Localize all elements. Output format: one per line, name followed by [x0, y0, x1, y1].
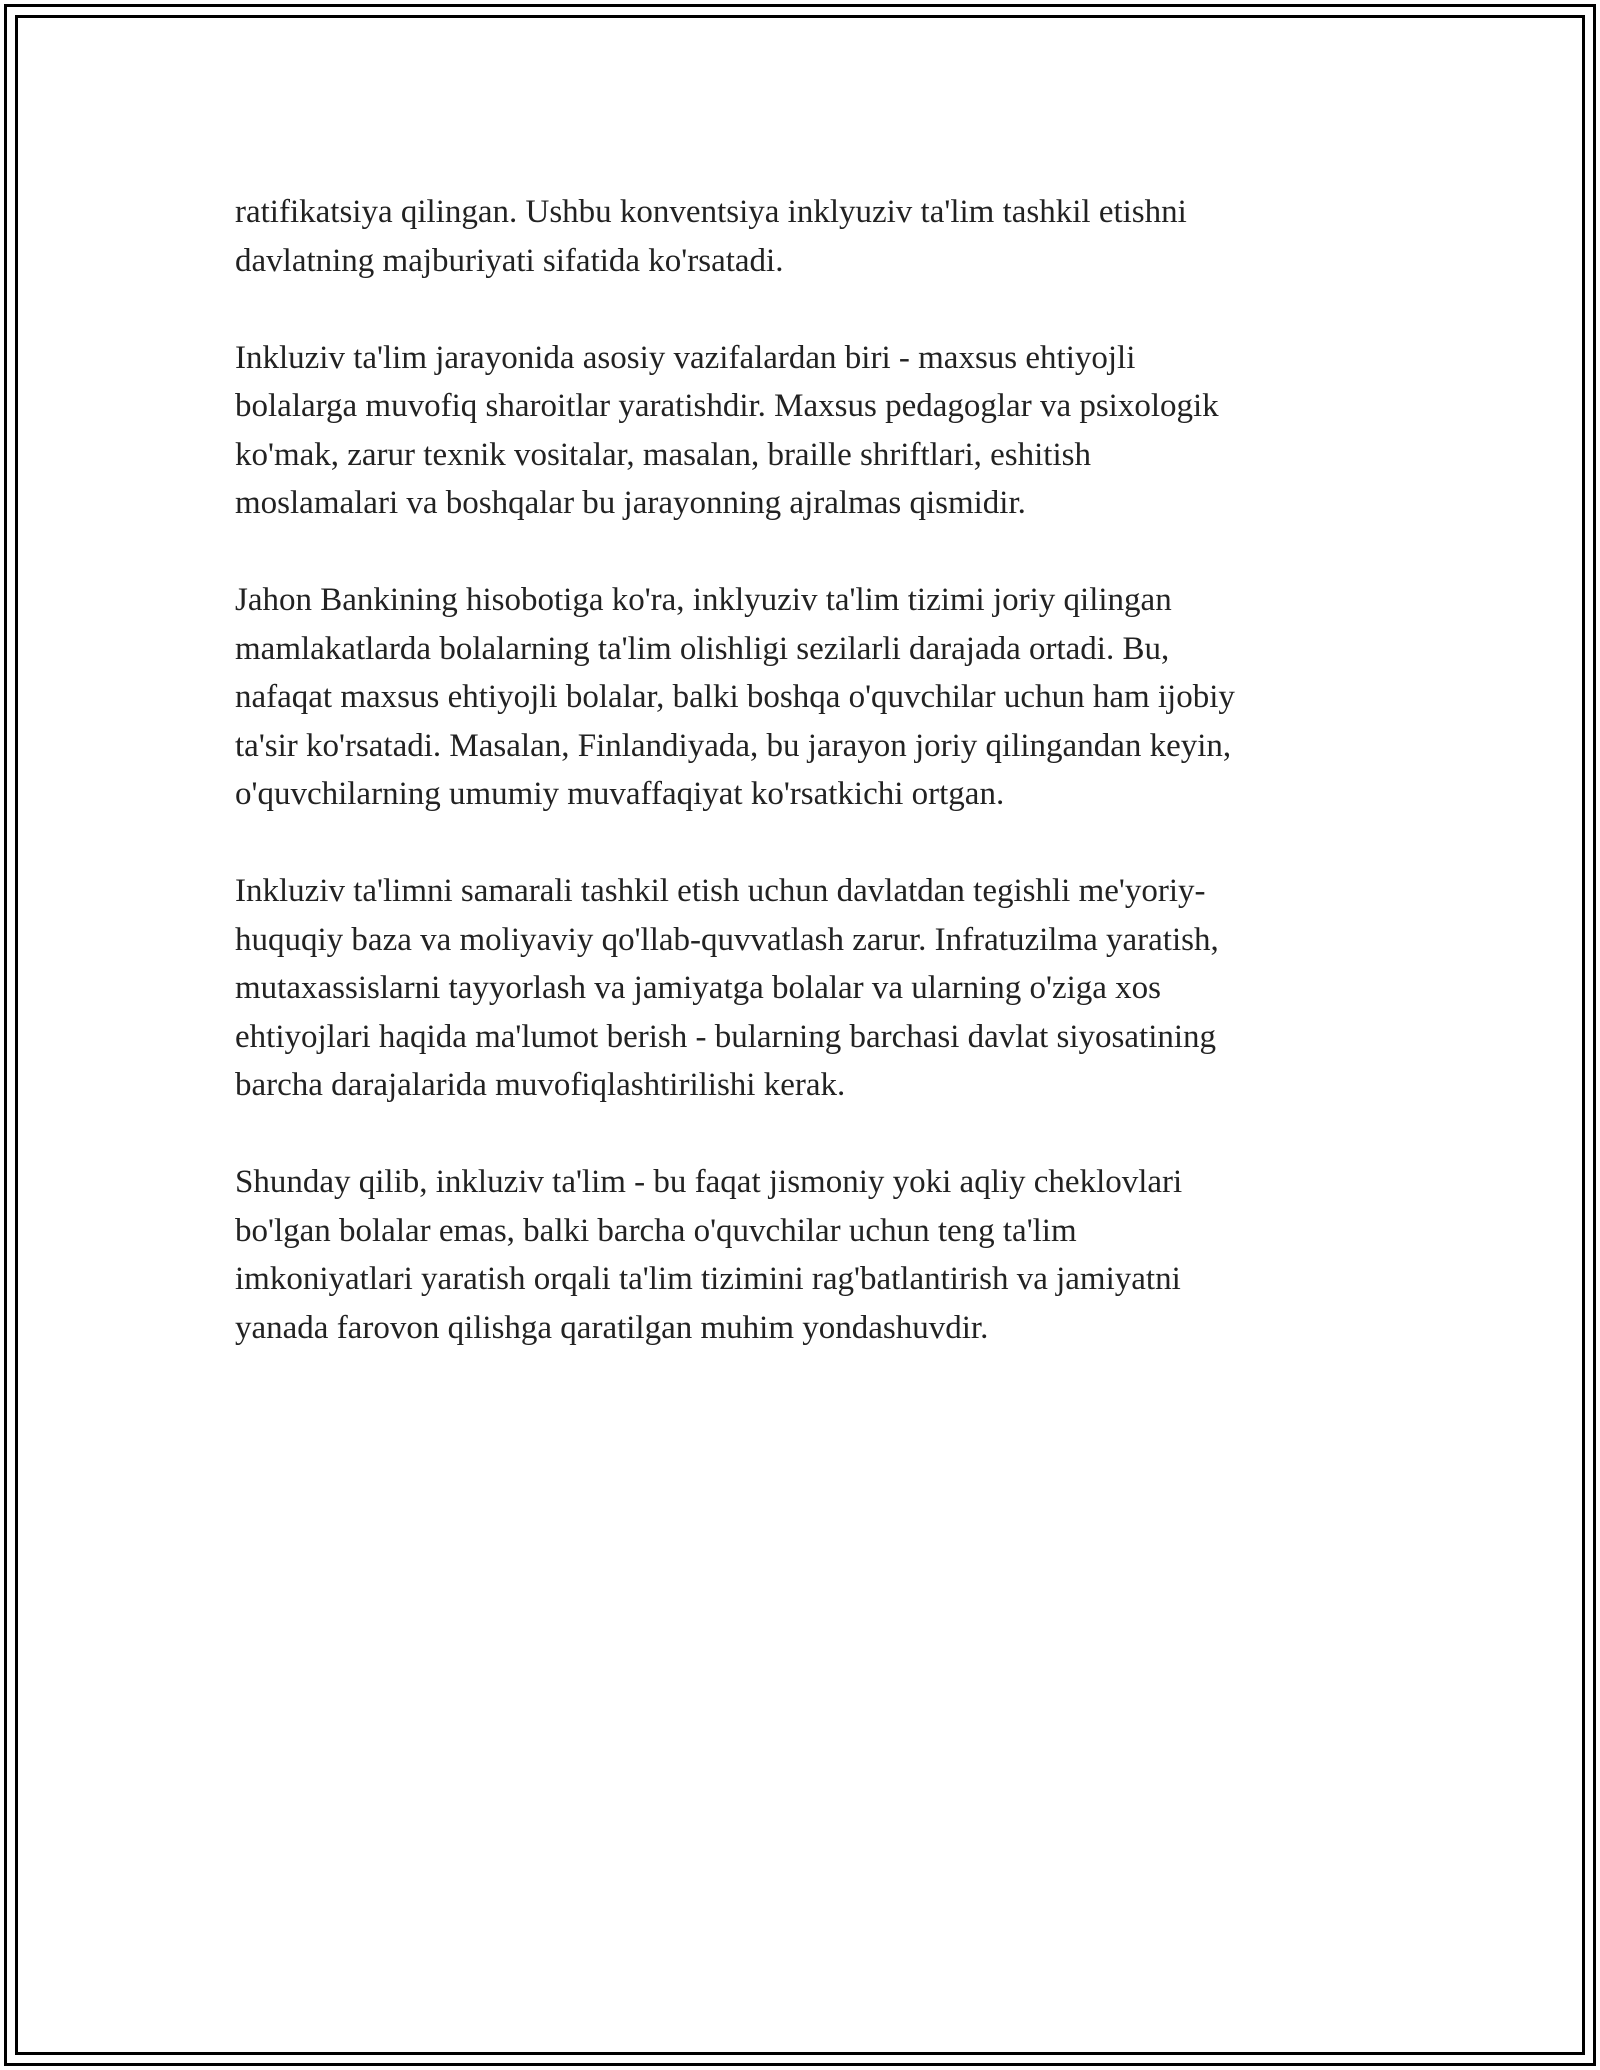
text-line: yanada farovon qilishga qaratilgan muhim yondashuvdir. [235, 1309, 989, 1346]
text-line: ko'mak, zarur texnik vositalar, masalan, braille shriftlari, eshitish [235, 436, 1091, 473]
text-line: mutaxassislarni tayyorlash va jamiyatga bolalar va ularning o'ziga xos [235, 970, 1162, 1006]
text-line: Shunday qilib, inkluziv ta'lim - bu faqat jismoniy yoki aqliy cheklovlari [235, 1164, 1183, 1200]
text-line: imkoniyatlari yaratish orqali ta'lim tizimini rag'batlantirish va jamiyatni [235, 1261, 1181, 1297]
text-line: Jahon Bankining hisobotiga ko'ra, inklyuziv ta'lim tizimi joriy qilingan [235, 582, 1172, 618]
text-line: nafaqat maxsus ehtiyojli bolalar, balki boshqa o'quvchilar uchun ham ijobiy [235, 679, 1235, 715]
text-line: ta'sir ko'rsatadi. Masalan, Finlandiyada, bu jarayon joriy qilingandan keyin, [235, 727, 1232, 764]
text-line: o'quvchilarning umumiy muvaffaqiyat ko'rsatkichi ortgan. [235, 776, 1005, 812]
text-line: davlatning majburiyati sifatida ko'rsatadi. [235, 242, 784, 279]
text-line: huquqiy baza va moliyaviy qo'llab-quvvatlash zarur. Infratuzilma yaratish, [235, 921, 1219, 958]
text-line: Inkluziv ta'lim jarayonida asosiy vazifalardan biri - maxsus ehtiyojli [235, 339, 1136, 376]
paragraph-4 [235, 867, 1365, 1110]
text-line: bolalarga muvofiq sharoitlar yaratishdir. Maxsus pedagoglar va psixologik [235, 388, 1219, 424]
paragraph-2 [235, 334, 1365, 528]
text-line: barcha darajalarida muvofiqlashtirilishi kerak. [235, 1067, 846, 1103]
text-line: ratifikatsiya qilingan. Ushbu konventsiya inklyuziv ta'lim tashkil etishni [235, 194, 1187, 230]
paragraph-1 [235, 188, 1365, 285]
text-line: ehtiyojlari haqida ma'lumot berish - bularning barchasi davlat siyosatining [235, 1018, 1217, 1055]
text-line: bo'lgan bolalar emas, balki barcha o'quvchilar uchun teng ta'lim [235, 1212, 1077, 1249]
document-body [235, 188, 1365, 1401]
text-line: mamlakatlarda bolalarning ta'lim olishligi sezilarli darajada ortadi. Bu, [235, 630, 1170, 667]
paragraph-5 [235, 1158, 1365, 1352]
text-line: Inkluziv ta'limni samarali tashkil etish uchun davlatdan tegishli me'yoriy- [235, 873, 1206, 909]
paragraph-3 [235, 576, 1365, 819]
text-line: moslamalari va boshqalar bu jarayonning ajralmas qismidir. [235, 485, 1026, 521]
